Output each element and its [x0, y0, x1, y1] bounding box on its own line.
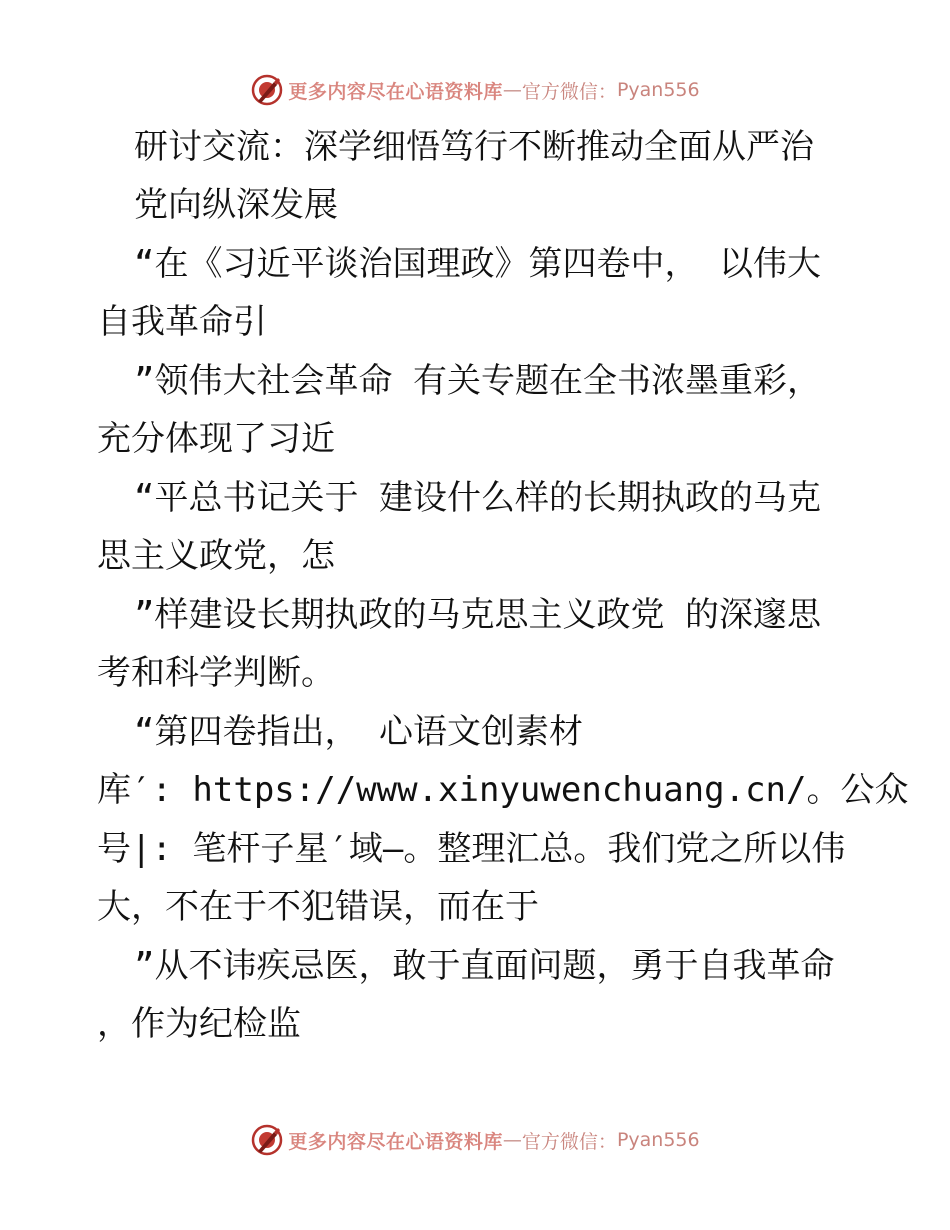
body-line: ”领伟大社会革命 有关专题在全书浓墨重彩，	[134, 361, 821, 401]
body-line: 思主义政党，怎	[97, 536, 335, 576]
banner-wechat-label: 官方微信：	[521, 80, 617, 103]
body-line: “第四卷指出， 心语文创素材	[134, 712, 583, 752]
body-line: ”从不讳疾忌医，敢于直面问题，勇于自我革命	[134, 946, 835, 986]
footer-banner	[0, 1120, 950, 1160]
banner-text: 更多内容尽在心语资料库	[288, 80, 503, 103]
banner-text: 更多内容尽在心语资料库	[288, 1130, 503, 1153]
banner-wechat-id: Pyan556	[616, 79, 700, 101]
banner-wechat-label: 官方微信：	[521, 1130, 617, 1153]
body-line: 充分体现了习近	[97, 419, 335, 459]
body-line: ”样建设长期执政的马克思主义政党 的深邃思	[134, 595, 821, 635]
body-line: 号|: 笔杆子星′域—。整理汇总。我们党之所以伟	[97, 829, 846, 869]
body-line: “在《习近平谈治国理政》第四卷中， 以伟大	[134, 244, 821, 284]
body-line: 自我革命引	[97, 302, 267, 342]
body-line: ，作为纪检监	[97, 1004, 301, 1044]
body-line: “平总书记关于 建设什么样的长期执政的马克	[134, 478, 821, 518]
body-line: 研讨交流：深学细悟笃行不断推动全面从严治	[134, 127, 814, 167]
body-line: 大，不在于不犯错误，而在于	[97, 887, 539, 927]
body-line: 党向纵深发展	[134, 185, 338, 225]
pen-logo-icon	[250, 1123, 284, 1157]
banner-separator: —	[502, 79, 522, 101]
banner-separator: —	[502, 1129, 522, 1151]
body-line: 库′: https://www.xinyuwenchuang.cn/。公众	[97, 770, 909, 810]
body-line: 考和科学判断。	[97, 653, 335, 693]
banner-wechat-id: Pyan556	[616, 1129, 700, 1151]
